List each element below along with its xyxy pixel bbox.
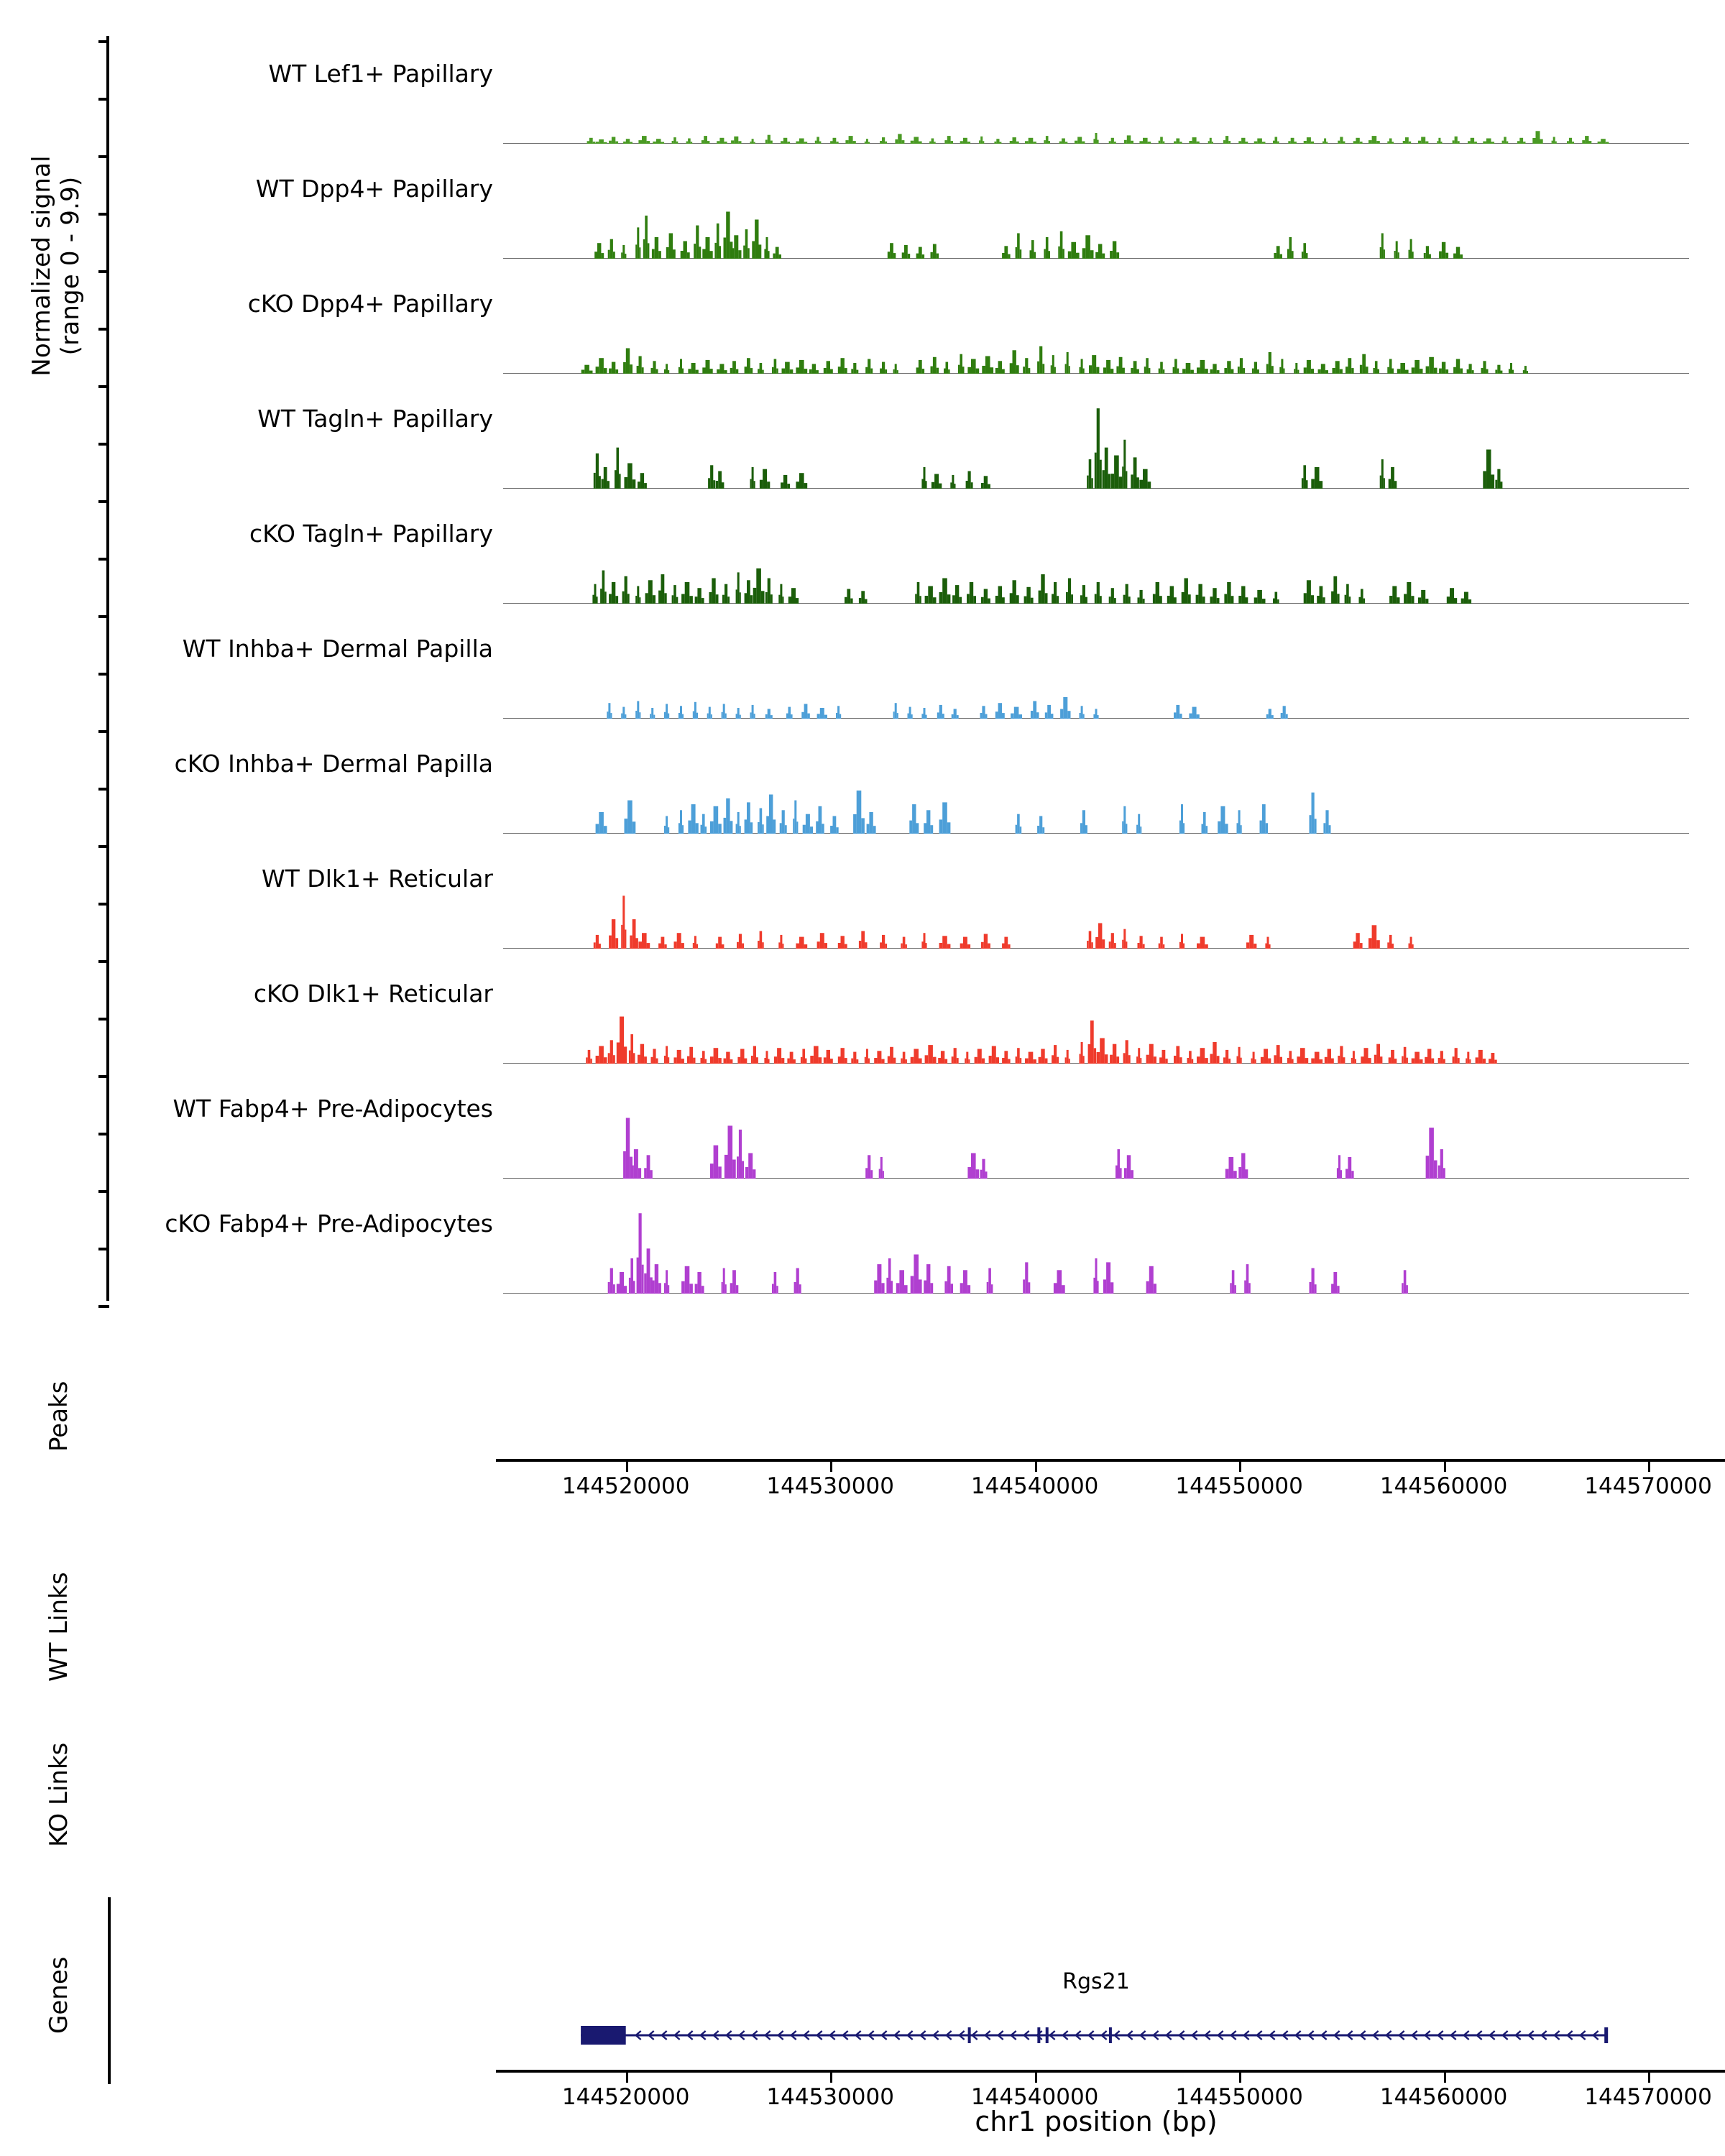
axis-tick — [98, 213, 109, 216]
track-label: WT Dpp4+ Papillary — [255, 175, 493, 203]
genes-section-label: Genes — [45, 1956, 73, 2034]
signal-track — [174, 733, 1689, 841]
signal-track — [268, 43, 1689, 151]
x-axis-title: chr1 position (bp) — [975, 2106, 1218, 2137]
axis-tick — [98, 1305, 109, 1308]
axis-line — [496, 2070, 1725, 2073]
axis-tick — [1444, 1462, 1446, 1472]
axis-tick — [98, 1075, 109, 1078]
axis-tick — [98, 730, 109, 733]
axis-tick — [830, 1462, 832, 1472]
axis-tick — [626, 1462, 628, 1472]
axis-tick-label: 144560000 — [1379, 2084, 1508, 2110]
axis-tick — [98, 960, 109, 963]
track-label: WT Dlk1+ Reticular — [262, 865, 493, 893]
axis-tick — [626, 2073, 628, 2083]
signal-track — [165, 1193, 1689, 1301]
axis-tick — [98, 270, 109, 273]
axis-tick — [98, 1133, 109, 1135]
track-label: WT Tagln+ Papillary — [257, 405, 493, 433]
axis-tick-label: 144520000 — [561, 1473, 690, 1499]
axis-tick-label: 144520000 — [561, 2084, 690, 2110]
peaks-section-label: Peaks — [45, 1381, 73, 1452]
axis-tick-label: 144560000 — [1379, 1473, 1508, 1499]
axis-tick-label: 144530000 — [766, 2084, 894, 2110]
signal-track — [257, 388, 1689, 496]
axis-line — [496, 1459, 1725, 1462]
axis-tick — [1239, 2073, 1241, 2083]
axis-tick — [98, 1018, 109, 1021]
signal-track — [249, 503, 1689, 611]
axis-tick-label: 144540000 — [970, 1473, 1099, 1499]
axis-tick — [98, 443, 109, 446]
genes-axis-spine — [108, 1897, 111, 2084]
signal-track — [253, 963, 1689, 1071]
track-signal-plot — [503, 1197, 1689, 1294]
axis-tick — [98, 903, 109, 906]
track-signal-plot — [503, 392, 1689, 489]
track-label: WT Fabp4+ Pre-Adipocytes — [172, 1095, 493, 1123]
track-signal-plot — [503, 47, 1689, 144]
axis-tick — [98, 788, 109, 791]
axis-tick — [1035, 2073, 1037, 2083]
axis-tick — [1648, 2073, 1650, 2083]
track-signal-plot — [503, 1082, 1689, 1179]
axis-tick-label: 144540000 — [970, 2084, 1099, 2110]
axis-tick — [830, 2073, 832, 2083]
signal-track — [182, 618, 1689, 726]
axis-tick-label: 144530000 — [766, 1473, 894, 1499]
axis-tick-label: 144550000 — [1175, 1473, 1303, 1499]
track-label: cKO Dpp4+ Papillary — [247, 290, 493, 318]
axis-tick — [1035, 1462, 1037, 1472]
ko-links-section-label: KO Links — [45, 1742, 73, 1847]
gene-name-label: Rgs21 — [1062, 1969, 1130, 1994]
track-label: cKO Dlk1+ Reticular — [253, 980, 493, 1008]
signal-axis-label: Normalized signal (range 0 - 9.9) — [27, 155, 86, 377]
track-label: cKO Fabp4+ Pre-Adipocytes — [165, 1210, 493, 1238]
track-signal-plot — [503, 852, 1689, 949]
axis-tick — [98, 98, 109, 101]
axis-tick — [98, 328, 109, 331]
track-signal-plot — [503, 162, 1689, 259]
coordinate-axis-top — [503, 1459, 1712, 1502]
axis-tick — [98, 1190, 109, 1193]
track-label: WT Inhba+ Dermal Papilla — [182, 635, 493, 663]
track-signal-plot — [503, 277, 1689, 374]
track-signal-plot — [503, 737, 1689, 834]
axis-tick — [1444, 2073, 1446, 2083]
signal-track — [255, 158, 1689, 266]
track-label: cKO Tagln+ Papillary — [249, 520, 493, 548]
wt-links-section-label: WT Links — [45, 1572, 73, 1682]
axis-tick — [98, 385, 109, 388]
gene-model[interactable] — [503, 2018, 1689, 2053]
axis-tick — [1648, 1462, 1650, 1472]
axis-tick-label: 144570000 — [1584, 2084, 1712, 2110]
axis-tick-label: 144550000 — [1175, 2084, 1303, 2110]
axis-tick — [1239, 1462, 1241, 1472]
axis-tick — [98, 845, 109, 848]
gene-track — [503, 1969, 1689, 2063]
signal-track — [247, 273, 1689, 381]
signal-track — [262, 848, 1689, 956]
signal-axis-spine — [106, 36, 109, 1301]
track-label: cKO Inhba+ Dermal Papilla — [174, 750, 493, 778]
axis-tick — [98, 673, 109, 676]
axis-tick — [98, 615, 109, 618]
track-signal-plot — [503, 507, 1689, 604]
track-signal-plot — [503, 622, 1689, 719]
axis-tick — [98, 558, 109, 561]
axis-tick — [98, 500, 109, 503]
axis-tick — [98, 40, 109, 43]
axis-tick — [98, 1248, 109, 1250]
track-label: WT Lef1+ Papillary — [268, 60, 493, 88]
axis-tick — [98, 155, 109, 158]
track-signal-plot — [503, 967, 1689, 1064]
axis-tick-label: 144570000 — [1584, 1473, 1712, 1499]
signal-track — [172, 1078, 1689, 1186]
